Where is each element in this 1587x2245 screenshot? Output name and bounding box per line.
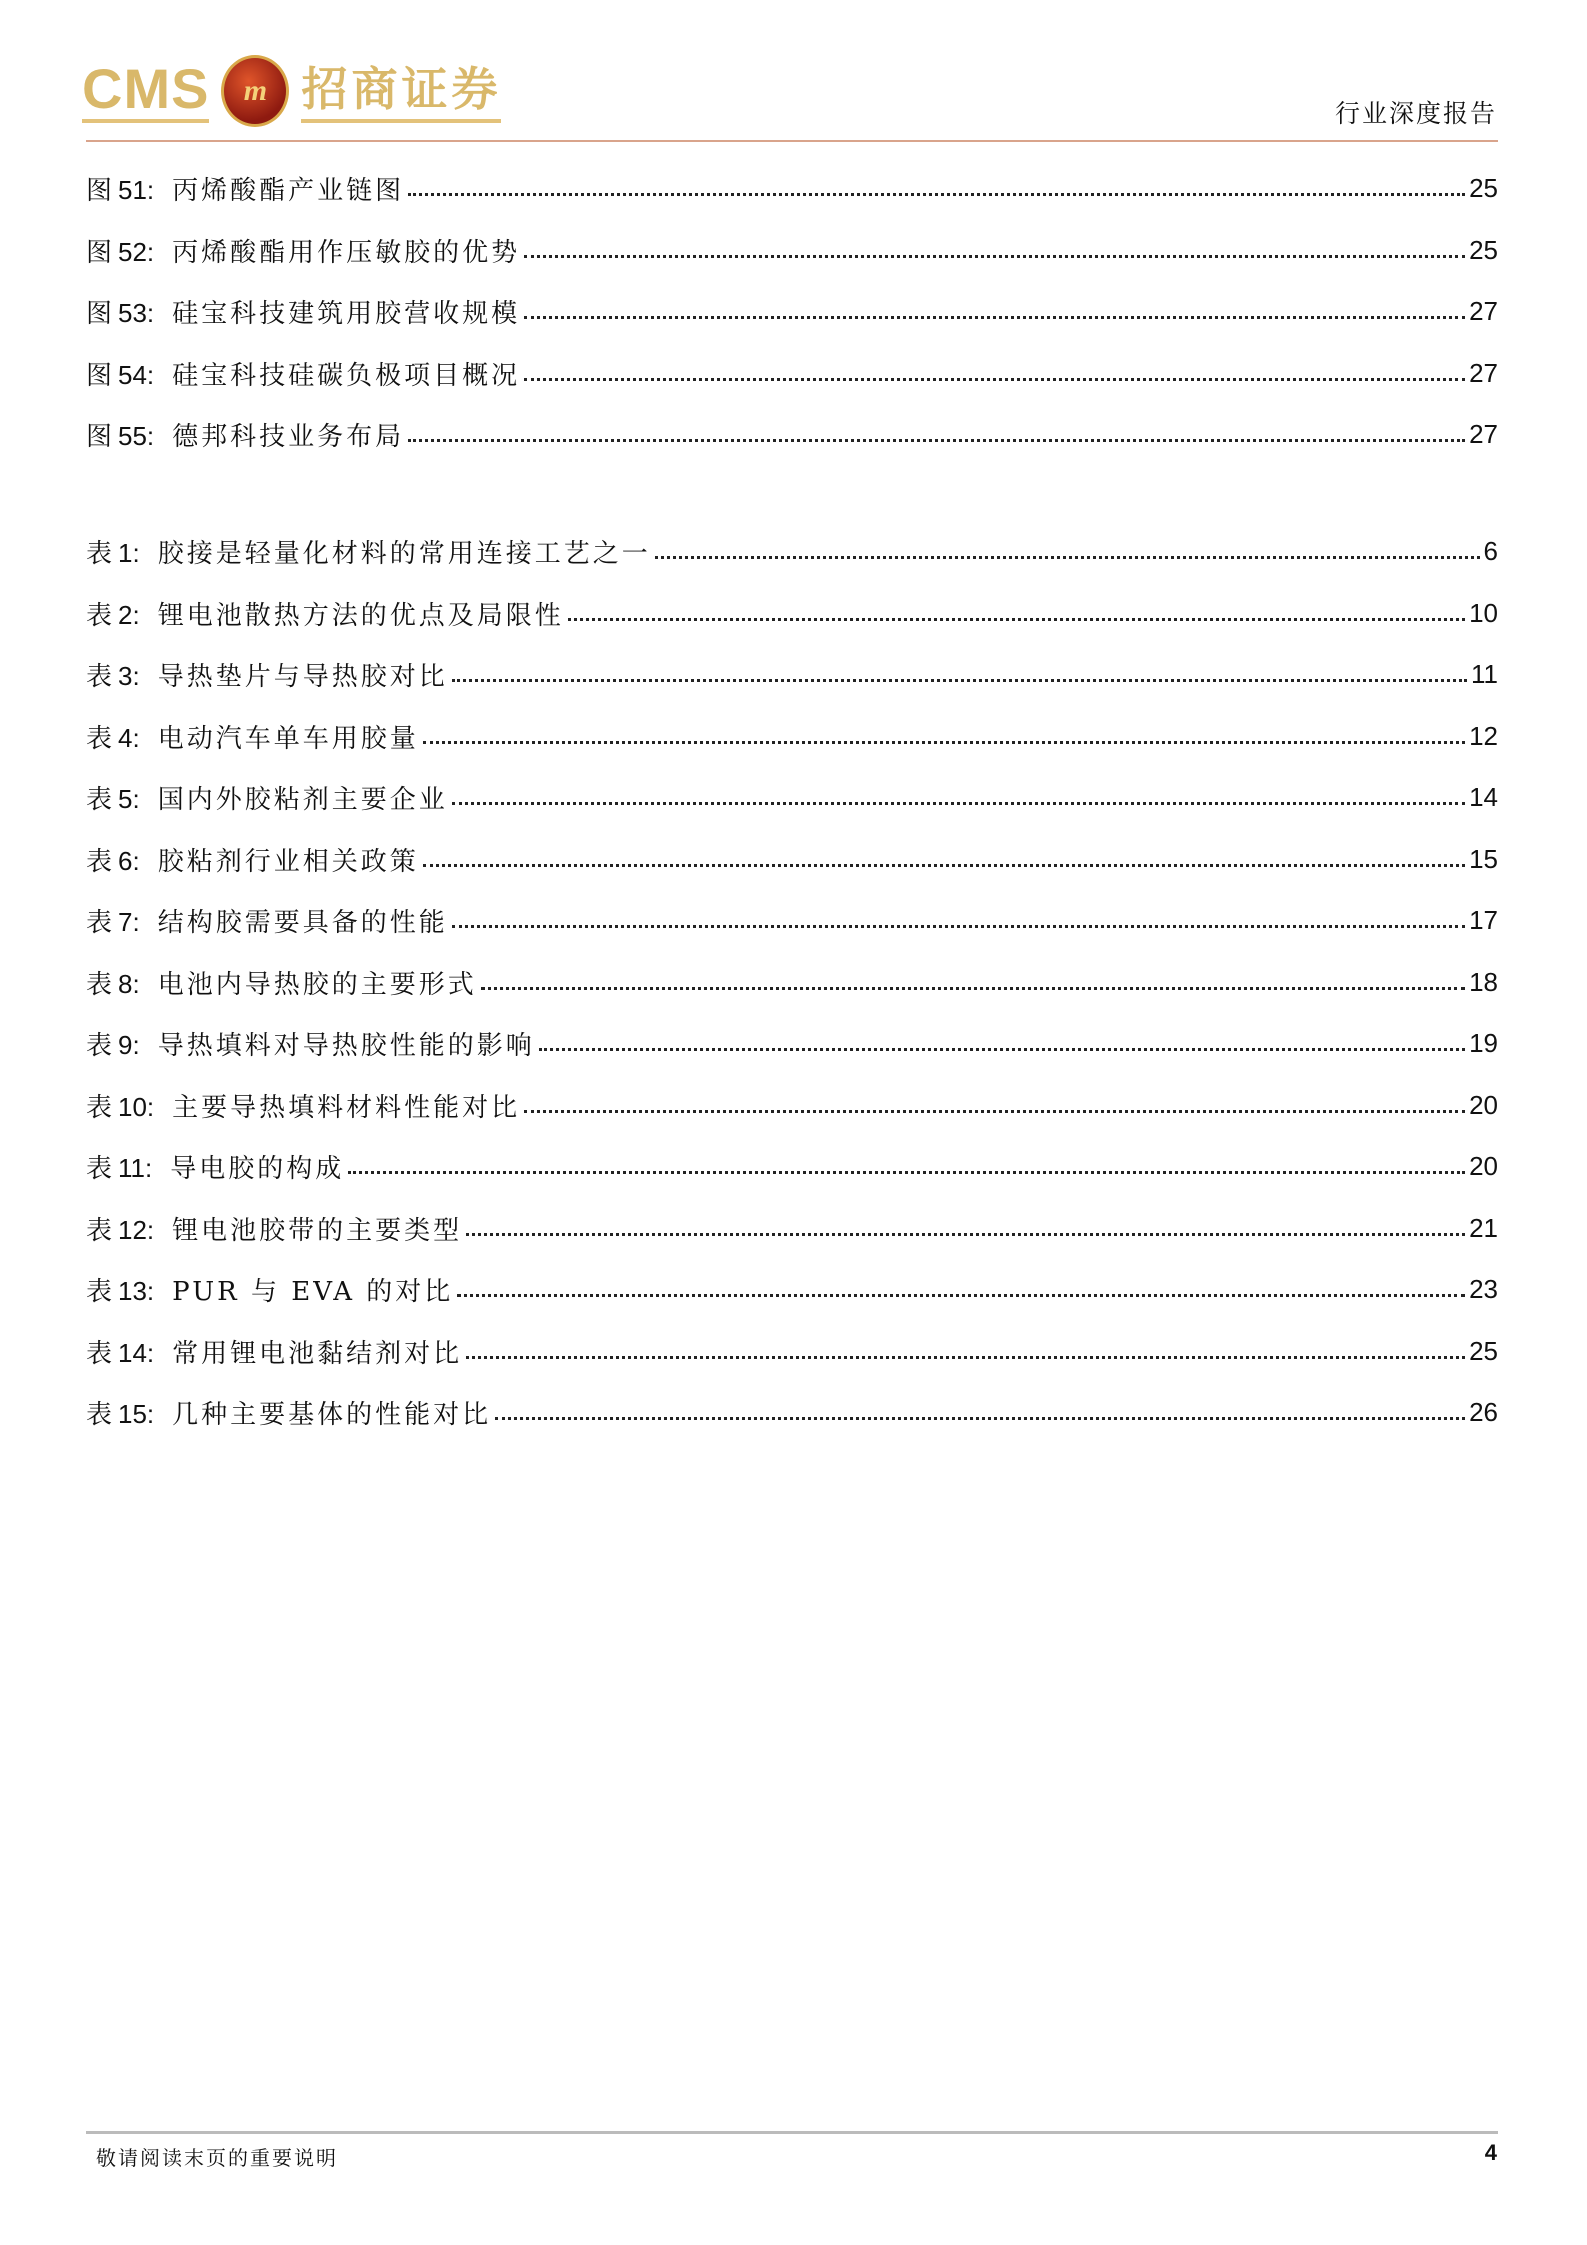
entry-number: 51: (118, 175, 155, 206)
dot-leader (348, 1171, 1465, 1174)
logo-emblem-icon: m (221, 55, 289, 127)
dot-leader (655, 556, 1480, 559)
entry-number: 1: (118, 538, 140, 569)
entry-page[interactable]: 10 (1469, 597, 1498, 628)
dot-leader (524, 378, 1465, 381)
entry-label (86, 1394, 154, 1431)
entry-label (86, 779, 140, 816)
entry-number: 15: (118, 1399, 155, 1430)
entry-label (86, 1333, 154, 1370)
entry-number: 7: (118, 907, 140, 938)
entry-page[interactable]: 25 (1469, 173, 1498, 204)
entry-number: 12: (118, 1214, 155, 1245)
entry-number: 3: (118, 661, 140, 692)
table-entry[interactable] (86, 1136, 1498, 1198)
dot-leader (568, 618, 1465, 621)
entry-title[interactable]: 德邦科技业务布局 (172, 422, 405, 453)
entry-page[interactable]: 6 (1483, 536, 1498, 567)
dot-leader (408, 439, 1465, 442)
entry-number: 6: (118, 845, 140, 876)
entry-page[interactable]: 18 (1469, 966, 1498, 997)
entry-page[interactable]: 11 (1471, 659, 1498, 690)
entry-title[interactable]: 硅宝科技硅碳负极项目概况 (172, 360, 521, 391)
entry-page[interactable]: 19 (1469, 1028, 1498, 1059)
dot-leader (452, 679, 1467, 682)
dot-leader (466, 1356, 1465, 1359)
entry-label (86, 964, 140, 1001)
entry-kind: 表 (86, 539, 113, 570)
entry-kind: 表 (86, 662, 113, 693)
entry-number: 13: (118, 1276, 155, 1307)
figure-entry[interactable] (86, 404, 1498, 466)
entry-kind: 表 (86, 1400, 113, 1431)
entry-label (86, 1148, 152, 1185)
table-entry[interactable] (86, 890, 1498, 952)
table-entry[interactable] (86, 952, 1498, 1014)
table-entry[interactable] (86, 1382, 1498, 1444)
entry-title[interactable]: 国内外胶粘剂主要企业 (157, 785, 448, 816)
entry-number: 8: (118, 968, 140, 999)
dot-leader (466, 1233, 1465, 1236)
entry-label (86, 533, 140, 570)
entry-title[interactable]: 几种主要基体的性能对比 (172, 1400, 492, 1431)
entry-number: 10: (118, 1091, 155, 1122)
footer-note: 敬请阅读末页的重要说明 (96, 2146, 338, 2170)
entry-kind: 图 (86, 176, 113, 207)
entry-label (86, 170, 154, 207)
entry-title[interactable]: 胶粘剂行业相关政策 (157, 846, 419, 877)
entry-title[interactable]: 丙烯酸酯产业链图 (172, 176, 405, 207)
entry-label (86, 1271, 154, 1308)
table-entry[interactable] (86, 1321, 1498, 1383)
page-number: 4 (1484, 2140, 1497, 2165)
entry-number: 4: (118, 722, 140, 753)
entry-label (86, 232, 154, 269)
table-entry[interactable] (86, 583, 1498, 645)
entry-number: 55: (118, 421, 155, 452)
entry-kind: 图 (86, 360, 113, 391)
dot-leader (408, 193, 1465, 196)
dot-leader (524, 255, 1465, 258)
entry-title[interactable]: PUR 与 EVA 的对比 (172, 1277, 454, 1308)
entry-number: 53: (118, 298, 155, 329)
figure-entry[interactable] (86, 343, 1498, 405)
figure-entry[interactable] (86, 220, 1498, 282)
entry-label (86, 1087, 154, 1124)
entry-label (86, 1025, 140, 1062)
figure-entry[interactable] (86, 281, 1498, 343)
dot-leader (457, 1294, 1465, 1297)
dot-leader (423, 741, 1465, 744)
cms-logo (82, 56, 501, 126)
entry-page[interactable]: 27 (1469, 357, 1498, 388)
entry-kind: 表 (86, 1031, 113, 1062)
entry-label (86, 293, 154, 330)
entry-number: 54: (118, 359, 155, 390)
entry-number: 9: (118, 1030, 140, 1061)
entry-label (86, 718, 140, 755)
entry-page[interactable]: 23 (1469, 1274, 1498, 1305)
dot-leader (539, 1048, 1465, 1051)
entry-label (86, 656, 140, 693)
entry-page[interactable]: 27 (1469, 296, 1498, 327)
table-entry[interactable] (86, 1075, 1498, 1137)
table-entry[interactable] (86, 1198, 1498, 1260)
entry-kind: 表 (86, 600, 113, 631)
dot-leader (452, 925, 1465, 928)
entry-title[interactable]: 主要导热填料材料性能对比 (172, 1092, 521, 1123)
entry-page[interactable]: 17 (1469, 905, 1498, 936)
entry-page[interactable]: 26 (1469, 1397, 1498, 1428)
entry-title[interactable]: 锂电池胶带的主要类型 (172, 1215, 463, 1246)
table-entry[interactable] (86, 829, 1498, 891)
entry-kind: 表 (86, 1338, 113, 1369)
table-list (86, 521, 1498, 1444)
entry-page[interactable]: 27 (1469, 419, 1498, 450)
entry-kind: 表 (86, 785, 113, 816)
entry-label (86, 595, 140, 632)
entry-title[interactable]: 胶接是轻量化材料的常用连接工艺之一 (157, 539, 651, 570)
entry-number: 52: (118, 236, 155, 267)
dot-leader (524, 316, 1465, 319)
entry-page[interactable]: 21 (1469, 1212, 1498, 1243)
entry-kind: 表 (86, 1277, 113, 1308)
entry-kind: 表 (86, 1154, 113, 1185)
entry-page[interactable]: 12 (1469, 720, 1498, 751)
report-type: 行业深度报告 (1334, 99, 1497, 128)
entry-title[interactable]: 硅宝科技建筑用胶营收规模 (172, 299, 521, 330)
table-entry[interactable] (86, 521, 1498, 583)
table-entry[interactable] (86, 706, 1498, 768)
entry-title[interactable]: 常用锂电池黏结剂对比 (172, 1338, 463, 1369)
table-entry[interactable] (86, 1013, 1498, 1075)
entry-kind: 表 (86, 723, 113, 754)
dot-leader (524, 1110, 1465, 1113)
table-entry[interactable] (86, 644, 1498, 706)
entry-title[interactable]: 锂电池散热方法的优点及局限性 (157, 600, 564, 631)
entry-kind: 图 (86, 422, 113, 453)
entry-title[interactable]: 导热垫片与导热胶对比 (157, 662, 448, 693)
entry-kind: 图 (86, 237, 113, 268)
table-entry[interactable] (86, 767, 1498, 829)
entry-title[interactable]: 丙烯酸酯用作压敏胶的优势 (172, 237, 521, 268)
dot-leader (423, 864, 1465, 867)
entry-number: 5: (118, 784, 140, 815)
entry-title[interactable]: 导电胶的构成 (170, 1154, 345, 1185)
entry-page[interactable]: 25 (1469, 234, 1498, 265)
entry-page[interactable]: 15 (1469, 843, 1498, 874)
entry-label (86, 416, 154, 453)
entry-kind: 图 (86, 299, 113, 330)
header-divider (86, 140, 1498, 142)
entry-kind: 表 (86, 846, 113, 877)
table-entry[interactable] (86, 1259, 1498, 1321)
entry-label (86, 841, 140, 878)
entry-title[interactable]: 导热填料对导热胶性能的影响 (157, 1031, 535, 1062)
figure-entry[interactable] (86, 158, 1498, 220)
entry-label (86, 1210, 154, 1247)
entry-page[interactable]: 20 (1469, 1151, 1498, 1182)
entry-kind: 表 (86, 969, 113, 1000)
dot-leader (495, 1417, 1465, 1420)
entry-label (86, 902, 140, 939)
entry-number: 2: (118, 599, 140, 630)
entry-title[interactable]: 结构胶需要具备的性能 (157, 908, 448, 939)
entry-kind: 表 (86, 1215, 113, 1246)
footer-divider (86, 2131, 1498, 2134)
logo-latin: CMS (82, 59, 209, 123)
entry-page[interactable]: 20 (1469, 1089, 1498, 1120)
logo-chinese: 招商证券 (301, 59, 501, 123)
entry-label (86, 355, 154, 392)
entry-page[interactable]: 14 (1469, 782, 1498, 813)
entry-kind: 表 (86, 908, 113, 939)
entry-kind: 表 (86, 1092, 113, 1123)
entry-number: 14: (118, 1337, 155, 1368)
entry-title[interactable]: 电动汽车单车用胶量 (157, 723, 419, 754)
entry-title[interactable]: 电池内导热胶的主要形式 (157, 969, 477, 1000)
dot-leader (452, 802, 1465, 805)
figure-list (86, 158, 1498, 466)
entry-page[interactable]: 25 (1469, 1335, 1498, 1366)
entry-number: 11: (118, 1153, 153, 1184)
dot-leader (481, 987, 1465, 990)
